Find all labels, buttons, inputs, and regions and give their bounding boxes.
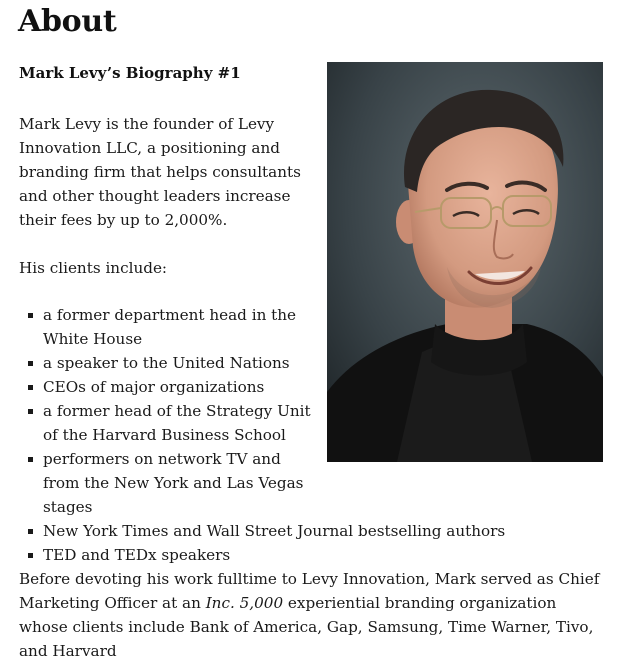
list-item: performers on network TV and from the New York and Las Vegas stages [19,447,313,519]
biography-heading: Mark Levy’s Biography #1 [19,64,241,82]
inc-5000-emphasis: Inc. 5,000 [205,594,284,612]
closing-paragraph [19,567,609,663]
clients-list [19,303,603,567]
list-item: a speaker to the United Nations [19,351,313,375]
list-item: TED and TEDx speakers [19,543,603,567]
list-item: New York Times and Wall Street Journal bestselling authors [19,519,603,543]
closing-text-2: experiential branding organization whose clients include Bank of America, Gap, Samsung, Time Warner, Tivo, and Harvard [19,594,594,660]
intro-paragraph: Mark Levy is the founder of Levy Innovation LLC, a positioning and branding firm that helps consultants and other thought leaders increase their fees by up to 2,000%. [19,115,301,229]
intro-text [19,112,319,304]
closing-text-1: Before devoting his work fulltime to Levy Innovation, Mark served as Chief Marketing Officer at an [19,570,600,612]
clients-intro: His clients include: [19,259,168,277]
page-title: About [18,4,117,39]
list-item: a former department head in the White House [19,303,313,351]
list-item: a former head of the Strategy Unit of the Harvard Business School [19,399,313,447]
list-item: CEOs of major organizations [19,375,313,399]
